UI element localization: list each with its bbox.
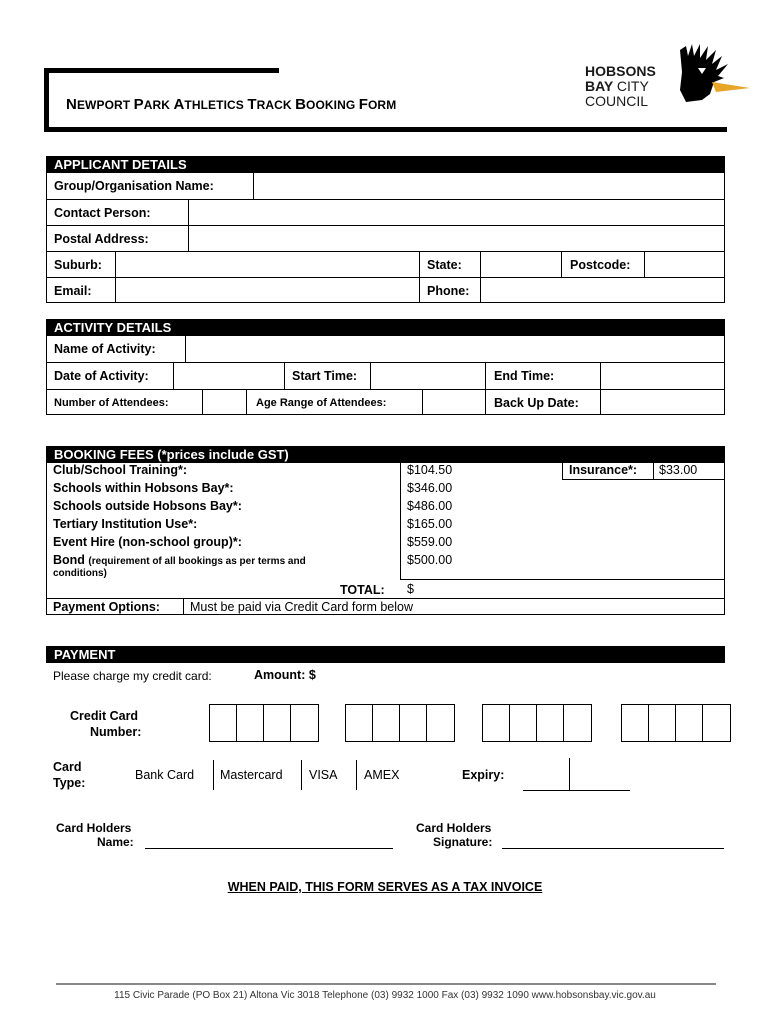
attendees-row	[47, 390, 724, 415]
holder-name-field[interactable]	[145, 848, 393, 849]
fee-price: $559.00	[407, 535, 453, 549]
card-option-mastercard[interactable]: Mastercard	[220, 768, 283, 782]
activity-details-table	[46, 335, 725, 415]
group-name-row	[47, 173, 724, 200]
cc-digit-box[interactable]	[649, 705, 676, 741]
backup-date-field[interactable]	[601, 390, 725, 415]
activity-name-row	[47, 336, 724, 363]
fee-label: Club/School Training*:	[53, 463, 188, 477]
end-time-label: End Time:	[494, 369, 555, 383]
card-option-visa[interactable]: VISA	[309, 768, 338, 782]
contact-person-label: Contact Person:	[54, 205, 151, 220]
suburb-row	[47, 252, 724, 278]
insurance-label: Insurance*:	[569, 463, 638, 477]
cc-digit-box[interactable]	[622, 705, 649, 741]
postal-address-row	[47, 226, 724, 252]
fee-label: Event Hire (non-school group)*:	[53, 535, 242, 549]
fee-label: Schools outside Hobsons Bay*:	[53, 499, 242, 513]
cc-digit-box[interactable]	[210, 705, 237, 741]
payment-options-value: Must be paid via Credit Card form below	[190, 600, 414, 614]
activity-date-row	[47, 363, 724, 390]
email-row	[47, 278, 724, 303]
cc-digit-box[interactable]	[564, 705, 591, 741]
postcode-field[interactable]	[645, 252, 725, 277]
booking-fees-heading: BOOKING FEES (*prices include GST)	[46, 446, 725, 463]
cc-digit-box[interactable]	[373, 705, 400, 741]
total-value[interactable]: $	[407, 582, 414, 596]
contact-person-field[interactable]	[189, 200, 725, 225]
contact-person-row	[47, 200, 724, 226]
payment-heading: PAYMENT	[46, 646, 725, 663]
holder-name-label-line1: Card Holders	[56, 821, 132, 835]
fee-price: $346.00	[407, 481, 453, 495]
cc-digit-box[interactable]	[237, 705, 264, 741]
holder-name-label-line2: Name:	[97, 835, 134, 849]
activity-date-field[interactable]	[174, 363, 284, 389]
group-name-label: Group/Organisation Name:	[54, 179, 214, 193]
bond-price: $500.00	[407, 553, 453, 567]
postal-address-label: Postal Address:	[54, 231, 149, 246]
activity-name-label: Name of Activity:	[54, 342, 156, 356]
backup-date-label: Back Up Date:	[494, 395, 579, 410]
state-label: State:	[427, 257, 462, 272]
cc-digit-box[interactable]	[346, 705, 373, 741]
fee-label: Tertiary Institution Use*:	[53, 517, 198, 531]
start-time-label: Start Time:	[292, 369, 358, 383]
fee-price: $104.50	[407, 463, 453, 477]
amount-label[interactable]: Amount: $	[254, 668, 316, 682]
fee-price: $165.00	[407, 517, 453, 531]
state-field[interactable]	[481, 252, 561, 277]
suburb-field[interactable]	[116, 252, 419, 277]
council-logo-text: HOBSONS BAY CITY COUNCIL	[585, 63, 656, 109]
fee-price: $486.00	[407, 499, 453, 513]
card-type-label-line1: Card	[53, 760, 82, 774]
holder-signature-field[interactable]	[502, 848, 724, 849]
age-range-label: Age Range of Attendees:	[256, 396, 387, 409]
charge-text: Please charge my credit card:	[53, 669, 212, 683]
tax-invoice-notice: WHEN PAID, THIS FORM SERVES AS A TAX INVOICE	[227, 880, 543, 894]
activity-date-label: Date of Activity:	[54, 369, 149, 383]
cc-digit-box[interactable]	[537, 705, 564, 741]
cc-digit-box[interactable]	[264, 705, 291, 741]
card-option-bank[interactable]: Bank Card	[135, 768, 195, 782]
bond-label: Bond (requirement of all bookings as per terms and	[53, 553, 306, 567]
footer-address: 115 Civic Parade (PO Box 21) Altona Vic 3018 Telephone (03) 9932 1000 Fax (03) 9932 1090 www.hobsonsbay.vic.gov.au	[114, 990, 656, 1001]
suburb-label: Suburb:	[54, 257, 102, 272]
pelican-logo-icon	[672, 42, 754, 112]
total-label: TOTAL:	[340, 583, 385, 597]
start-time-field[interactable]	[371, 363, 485, 389]
phone-label: Phone:	[427, 283, 470, 298]
email-label: Email:	[54, 283, 92, 298]
cc-number-label-line2: Number:	[90, 725, 142, 739]
fee-label: Schools within Hobsons Bay*:	[53, 481, 234, 495]
cc-digit-group	[345, 704, 455, 742]
cc-digit-box[interactable]	[703, 705, 730, 741]
cc-digit-group	[209, 704, 319, 742]
email-field[interactable]	[116, 278, 419, 303]
age-range-field[interactable]	[423, 390, 485, 415]
card-option-amex[interactable]: AMEX	[364, 768, 400, 782]
applicant-details-heading: APPLICANT DETAILS	[46, 156, 725, 173]
expiry-label: Expiry:	[462, 768, 505, 782]
cc-number-label-line1: Credit Card	[70, 709, 139, 723]
holder-signature-label-line2: Signature:	[433, 835, 493, 849]
postcode-label: Postcode:	[570, 257, 631, 272]
cc-digit-box[interactable]	[427, 705, 454, 741]
activity-details-heading: ACTIVITY DETAILS	[46, 319, 725, 336]
holder-signature-label-line1: Card Holders	[416, 821, 492, 835]
bond-note: conditions)	[53, 568, 107, 579]
attendees-field[interactable]	[203, 390, 246, 415]
cc-digit-group	[482, 704, 592, 742]
cc-digit-box[interactable]	[400, 705, 427, 741]
end-time-field[interactable]	[601, 363, 725, 389]
expiry-field[interactable]	[523, 790, 630, 791]
cc-digit-box[interactable]	[291, 705, 318, 741]
footer-divider	[56, 983, 716, 985]
attendees-label: Number of Attendees:	[54, 396, 169, 409]
group-name-field[interactable]	[254, 173, 725, 199]
form-title: NEWPORT PARK ATHLETICS TRACK BOOKING FORM	[66, 96, 397, 113]
applicant-details-table	[46, 172, 725, 303]
insurance-price: $33.00	[659, 463, 698, 477]
postal-address-field[interactable]	[189, 226, 725, 251]
cc-digit-box[interactable]	[510, 705, 537, 741]
phone-field[interactable]	[481, 278, 725, 303]
payment-options-label: Payment Options:	[53, 600, 160, 614]
cc-digit-box[interactable]	[676, 705, 703, 741]
card-type-label-line2: Type:	[53, 776, 86, 790]
cc-digit-group	[621, 704, 731, 742]
cc-digit-box[interactable]	[483, 705, 510, 741]
activity-name-field[interactable]	[186, 336, 725, 362]
